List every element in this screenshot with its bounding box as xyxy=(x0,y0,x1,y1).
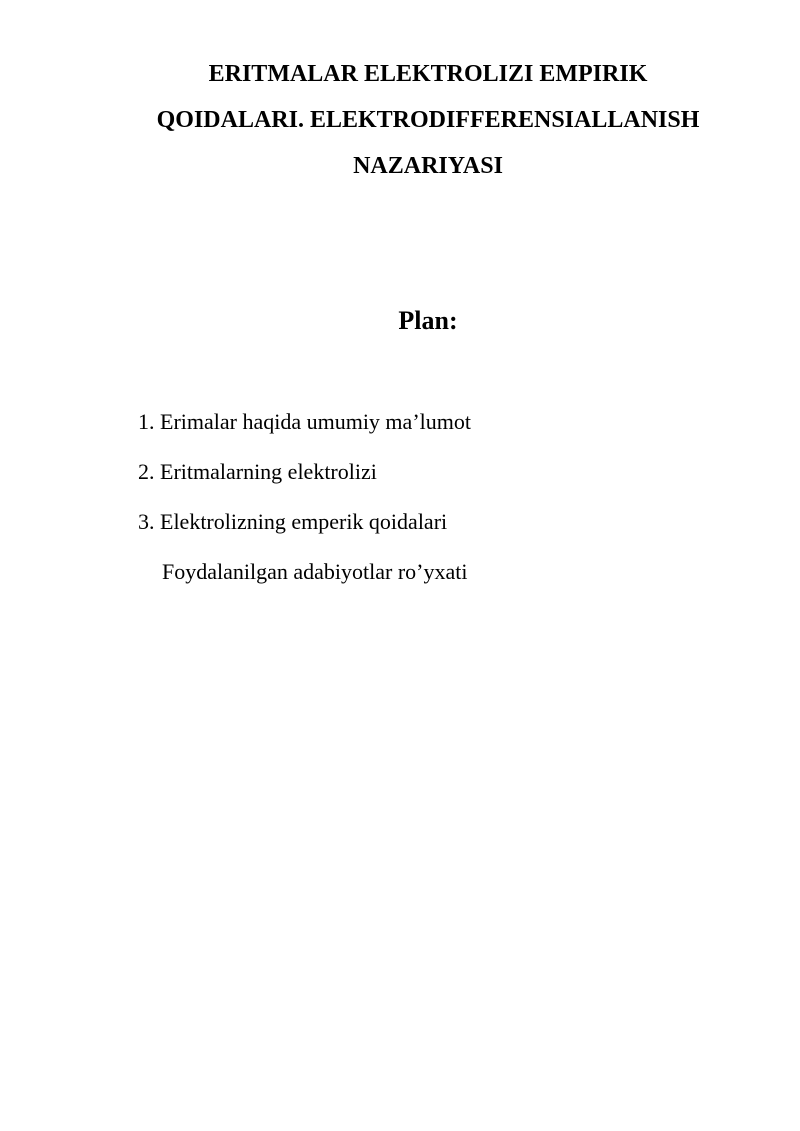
plan-item-1 xyxy=(138,405,471,439)
plan-item-number: 2. xyxy=(138,459,155,484)
plan-item-number: 1. xyxy=(138,409,155,434)
plan-item-text: Eritmalarning elektrolizi xyxy=(160,459,377,484)
document-title-line-1: ERITMALAR ELEKTROLIZI EMPIRIK xyxy=(208,61,648,87)
plan-item-references xyxy=(138,555,471,589)
plan-item-text: Elektrolizning emperik qoidalari xyxy=(160,509,448,534)
plan-item-3 xyxy=(138,505,471,539)
document-title-line-2: QOIDALARI. ELEKTRODIFFERENSIALLANISH xyxy=(156,107,700,133)
plan-item-number: 3. xyxy=(138,509,155,534)
plan-list xyxy=(138,405,471,605)
plan-item-text: Foydalanilgan adabiyotlar ro’yxati xyxy=(162,559,468,584)
plan-item-2 xyxy=(138,455,471,489)
document-title-line-3: NAZARIYASI xyxy=(353,153,503,179)
plan-item-text: Erimalar haqida umumiy ma’lumot xyxy=(160,409,471,434)
plan-heading: Plan: xyxy=(398,306,458,335)
